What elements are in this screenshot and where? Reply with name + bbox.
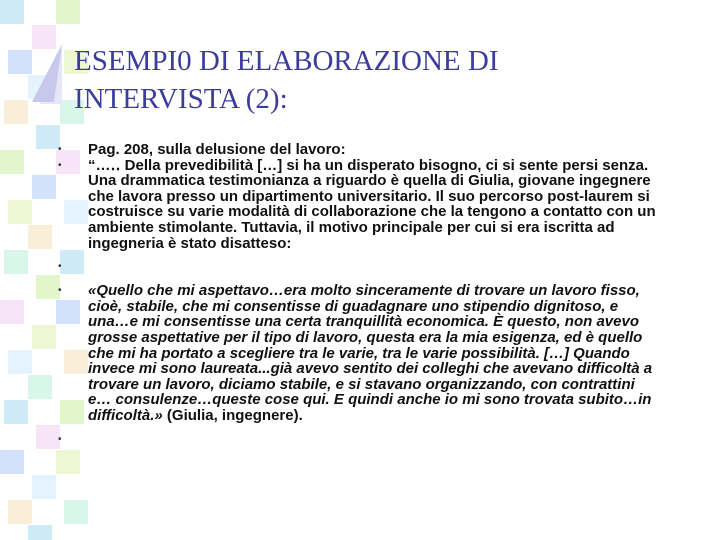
quote-text: «Quello che mi aspettavo…era molto sinceramente di trovare un lavoro fisso, cioè, stabile, che mi consentisse di guadagnare uno stipendio dignitoso, e una…e mi consentisse una certa tranquillità economica. È questo, non avevo grosse aspettative per il tipo di lavoro, questa era la mia esigenza, ed è quello che mi ha portato a scegliere tra le varie, tra le varie possibilità. […] Quando invece mi sono laureata...già avevo sentito dei colleghi che avevano difficoltà a trovare un lavoro, diciamo stabile, e si stavano organizzando, con contrattini e… consulenze…queste cose qui. E quindi anche io mi sono trovata subito…in difficoltà.» [88, 282, 653, 424]
decor-square [8, 50, 32, 74]
bullet-marker: • [58, 261, 62, 273]
decor-square [8, 350, 32, 374]
decor-square [28, 375, 52, 399]
decor-square [32, 325, 56, 349]
bullet-item-quote [56, 283, 662, 423]
bullet-marker: • [58, 159, 62, 171]
decor-square [28, 225, 52, 249]
bullet-item-empty [56, 432, 662, 448]
decor-square [32, 475, 56, 499]
decor-square [8, 200, 32, 224]
decor-square [32, 175, 56, 199]
slide-title-line-2: INTERVISTA (2): [74, 83, 288, 115]
decor-square [0, 450, 24, 474]
decor-square [0, 150, 24, 174]
bullet-marker: • [58, 285, 62, 297]
decor-square [4, 100, 28, 124]
bullet-marker: • [58, 433, 62, 445]
bullet-item [56, 142, 662, 158]
decor-square [56, 0, 80, 24]
slide-title [74, 42, 674, 118]
quote-block [88, 283, 662, 423]
bullet-item-empty [56, 259, 662, 275]
decor-square [0, 0, 24, 24]
decor-square [28, 525, 52, 540]
decor-square [4, 250, 28, 274]
decor-square [8, 500, 32, 524]
decor-square [0, 300, 24, 324]
decor-square [56, 450, 80, 474]
slide-title-line-1: ESEMPI0 DI ELABORAZIONE DI [74, 45, 499, 77]
bullet-text: Pag. 208, sulla delusione del lavoro: [88, 141, 346, 158]
bullet-text: “…‥ Della prevedibilità […] si ha un disperato bisogno, ci si sente persi senza. Una drammatica testimonianza a riguardo è quella di Giulia, giovane ingegnere che lavora presso un dipartimento universitario. Il suo percorso post-laurem si costruisce su varie modalità di collaborazione che la tengono a contatto con un ambiente stimolante. Tuttavia, il motivo principale per cui si era iscritta ad ingegneria è stato disatteso: [88, 156, 656, 252]
quote-attribution: (Giulia, ingegnere). [162, 406, 303, 424]
decor-square [4, 400, 28, 424]
slide-content [56, 142, 662, 448]
decor-square [64, 500, 88, 524]
bullet-item [56, 158, 662, 252]
bullet-marker: • [58, 144, 62, 155]
